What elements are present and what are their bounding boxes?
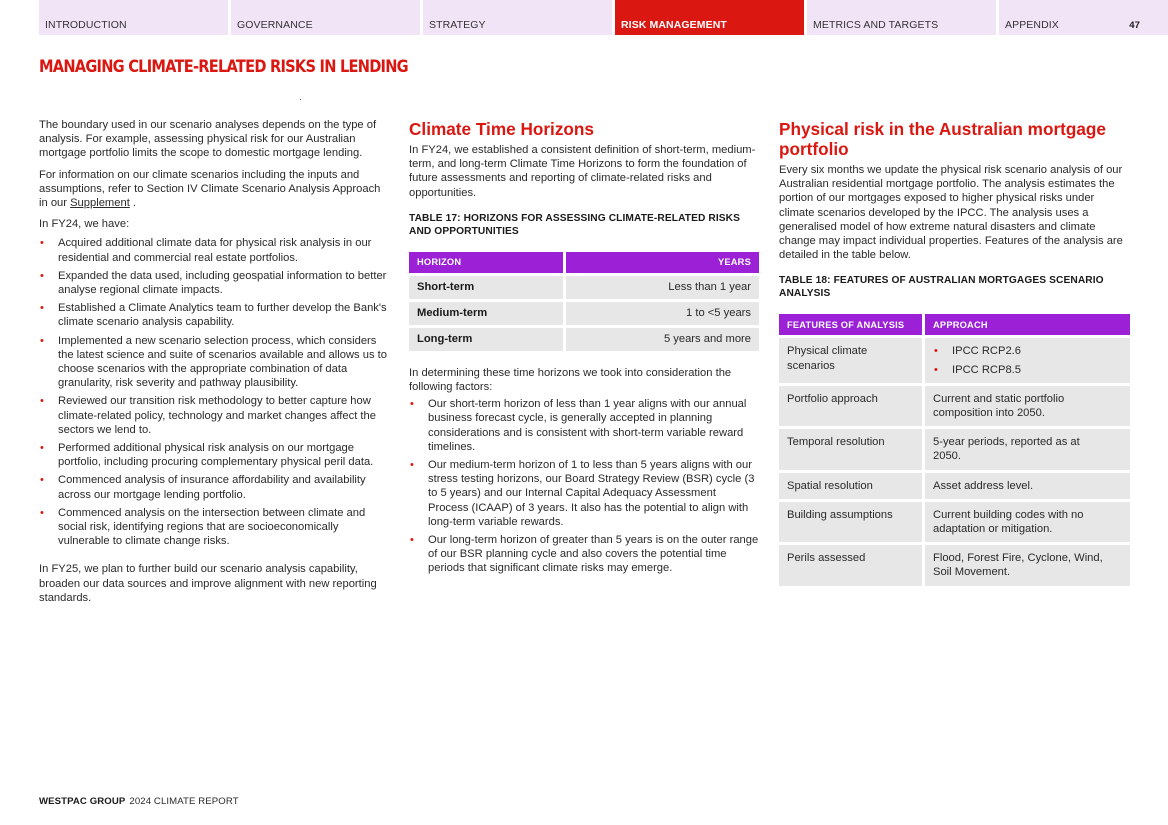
list-item: • Our medium-term horizon of 1 to less than 5 years aligns with our stress testing horizons, our Board Strategy Review (BSR) cycle (3 to 5 years) and our Internal Capital Adequacy Assessment Process (ICAAP) of 3 years. It also has the potential to align with long-term variable rewards. bbox=[409, 458, 759, 529]
table-header-row bbox=[409, 252, 759, 276]
table-row bbox=[779, 386, 1130, 429]
fy24-list bbox=[39, 236, 389, 548]
column-physical-risk bbox=[779, 119, 1130, 589]
list-item: • Performed additional physical risk analysis on our mortgage portfolio, including procuring complementary physical peril data. bbox=[39, 441, 389, 469]
feature-cell: Perils assessed bbox=[779, 545, 925, 588]
table-18-title: TABLE 18: FEATURES OF AUSTRALIAN MORTGAGES SCENARIO ANALYSIS bbox=[779, 275, 1104, 300]
years-cell: 5 years and more bbox=[566, 328, 759, 354]
approach-cell: 5-year periods, reported as at 2050. bbox=[925, 429, 1130, 472]
list-item: • Our long-term horizon of greater than 5 years is on the outer range of our BSR planning cycle and also covers the potential time periods that significant climate risks may emerge. bbox=[409, 533, 759, 576]
feature-cell: Spatial resolution bbox=[779, 473, 925, 502]
column-scenario-analysis bbox=[39, 118, 389, 612]
approach-cell: Flood, Forest Fire, Cyclone, Wind, Soil Movement. bbox=[925, 545, 1130, 588]
factors-list bbox=[409, 397, 759, 575]
list-item: • Expanded the data used, including geospatial information to better analyse regional climate impacts. bbox=[39, 269, 389, 297]
time-horizons-heading: Climate Time Horizons bbox=[409, 119, 594, 139]
horizon-cell: Long-term bbox=[409, 328, 566, 354]
feature-cell: Temporal resolution bbox=[779, 429, 925, 472]
time-horizons-intro: In FY24, we established a consistent definition of short-term, medium-term, and long-term Climate Time Horizons to form the foundation of future assessments and reporting of climate-related risks and opportunities. bbox=[409, 144, 756, 199]
nav-tab-introduction[interactable]: INTRODUCTION bbox=[39, 0, 228, 35]
footer-brand: WESTPAC GROUP bbox=[39, 796, 126, 807]
table-row bbox=[409, 276, 759, 302]
factors-intro: In determining these time horizons we took into consideration the following factors: bbox=[409, 366, 732, 394]
fy24-intro: In FY24, we have: bbox=[39, 218, 130, 231]
col-header-years: YEARS bbox=[566, 252, 759, 276]
page-number: 47 bbox=[1129, 20, 1140, 31]
list-item: • Our short-term horizon of less than 1 year aligns with our annual business forecast cycle, is generally accepted in planning considerations and is consistent with short-term variable reward timelines. bbox=[409, 397, 759, 454]
footer-report: 2024 CLIMATE REPORT bbox=[129, 796, 239, 807]
list-item: • Commenced analysis on the intersection between climate and social risk, identifying regions that are socioeconomically vulnerable to climate change risks. bbox=[39, 506, 389, 549]
approach-cell: Current building codes with no adaptation or mitigation. bbox=[925, 502, 1130, 545]
table-17-title: TABLE 17: HORIZONS FOR ASSESSING CLIMATE-RELATED RISKS AND OPPORTUNITIES bbox=[409, 212, 741, 237]
table-row bbox=[779, 545, 1130, 588]
feature-cell: Portfolio approach bbox=[779, 386, 925, 429]
list-item: • Established a Climate Analytics team to further develop the Bank's climate scenario analysis capability. bbox=[39, 301, 389, 329]
table-header-row bbox=[779, 314, 1130, 338]
table-row bbox=[779, 502, 1130, 545]
table-row bbox=[779, 338, 1130, 385]
scenario-list bbox=[933, 344, 1122, 376]
physical-risk-intro: Every six months we update the physical risk scenario analysis of our Australian residential mortgage portfolio. The analysis estimates the portion of our mortgages exposed to higher physical risks under climate scenarios developed by the IPCC. The analysis uses a generalised model of how extreme natural disasters and climate change may impact individual properties. Features of the analysis are detailed in the table below. bbox=[779, 164, 1123, 262]
list-item: • Acquired additional climate data for physical risk analysis in our residential and commercial real estate portfolios. bbox=[39, 236, 389, 264]
col-header-features: FEATURES OF ANALYSIS bbox=[779, 314, 925, 338]
list-item: • IPCC RCP8.5 bbox=[933, 363, 1122, 377]
footer bbox=[39, 796, 239, 807]
physical-risk-heading: Physical risk in the Australian mortgage portfolio bbox=[779, 119, 1106, 159]
table-row bbox=[409, 302, 759, 328]
years-cell: Less than 1 year bbox=[566, 276, 759, 302]
years-cell: 1 to <5 years bbox=[566, 302, 759, 328]
horizon-cell: Medium-term bbox=[409, 302, 566, 328]
nav-tab-risk-management[interactable]: RISK MANAGEMENT bbox=[615, 0, 804, 35]
table-row bbox=[409, 328, 759, 354]
feature-cell: Physical climate scenarios bbox=[779, 338, 925, 385]
col-header-horizon: HORIZON bbox=[409, 252, 566, 276]
feature-cell: Building assumptions bbox=[779, 502, 925, 545]
approach-cell: Current and static portfolio composition into 2050. bbox=[925, 386, 1130, 429]
supplement-link[interactable]: Supplement bbox=[70, 197, 130, 210]
approach-cell: Asset address level. bbox=[925, 473, 1130, 502]
table-row bbox=[779, 473, 1130, 502]
supplement-text-end: . bbox=[129, 197, 137, 210]
nav-tab-appendix[interactable]: APPENDIX bbox=[1005, 19, 1059, 31]
table-17 bbox=[409, 252, 759, 354]
horizon-cell: Short-term bbox=[409, 276, 566, 302]
list-item: • Implemented a new scenario selection process, which considers the latest science and suite of scenarios available and allows us to choose scenarios with the appropriate combination of data granularity, risk severity and pathway plausibility. bbox=[39, 334, 389, 391]
list-item: • IPCC RCP2.6 bbox=[933, 344, 1122, 358]
approach-cell bbox=[925, 338, 1130, 385]
column-time-horizons bbox=[409, 119, 759, 580]
col-header-approach: APPROACH bbox=[925, 314, 1130, 338]
table-18 bbox=[779, 314, 1130, 588]
decorative-dot bbox=[300, 99, 301, 100]
nav-tab-governance[interactable]: GOVERNANCE bbox=[231, 0, 420, 35]
page-title: MANAGING CLIMATE-RELATED RISKS IN LENDING bbox=[39, 57, 408, 77]
fy25-paragraph: In FY25, we plan to further build our scenario analysis capability, broaden our data sources and improve alignment with new reporting standards. bbox=[39, 563, 377, 604]
section-nav bbox=[39, 0, 1168, 35]
nav-tab-strategy[interactable]: STRATEGY bbox=[423, 0, 612, 35]
nav-tab-appendix-wrap bbox=[999, 0, 1168, 35]
table-row bbox=[779, 429, 1130, 472]
list-item: • Commenced analysis of insurance affordability and availability across our mortgage lending portfolio. bbox=[39, 473, 389, 501]
supplement-text: For information on our climate scenarios including the inputs and assumptions, refer to Section IV Climate Scenario Analysis Approach in our bbox=[39, 168, 381, 210]
list-item: • Reviewed our transition risk methodology to better capture how climate-related policy, technology and market changes affect the sectors we lend to. bbox=[39, 394, 389, 437]
nav-tab-metrics-and-targets[interactable]: METRICS AND TARGETS bbox=[807, 0, 996, 35]
boundary-paragraph: The boundary used in our scenario analyses depends on the type of analysis. For example, assessing physical risk for our Australian mortgage portfolio limits the scope to domestic mortgage lending. bbox=[39, 119, 377, 160]
supplement-paragraph bbox=[39, 168, 389, 211]
